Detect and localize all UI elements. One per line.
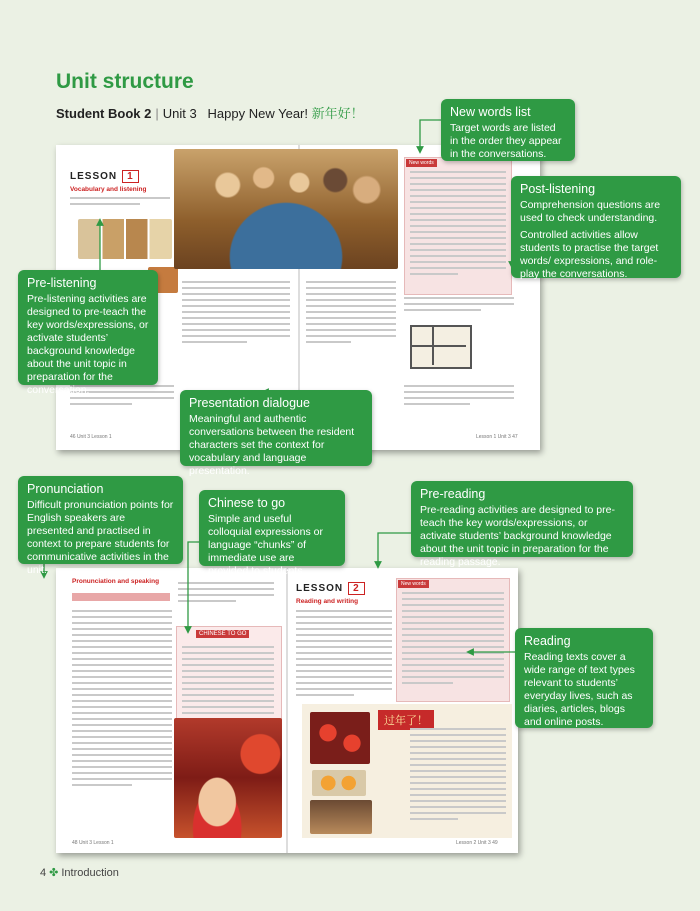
pre-reading-exercise xyxy=(296,610,392,700)
page-number-left: 46 Unit 3 Lesson 1 xyxy=(70,434,112,440)
callout-body: Pre-listening activities are designed to pre-teach the key words/expressions, or activate students’ background knowledge about the unit topic in preparation for the conversation. xyxy=(27,293,149,396)
callout-title: Pronunciation xyxy=(27,482,104,496)
callout-title: Chinese to go xyxy=(208,496,286,510)
lanterns-photo xyxy=(310,712,370,764)
family-dinner-photo xyxy=(310,800,372,834)
family-new-year-photo xyxy=(174,149,398,269)
callout-body: Difficult pronunciation points for English speakers are presented and practised in context to prepare students for communicative activities in the unit. xyxy=(27,499,174,576)
new-words-heading: New words xyxy=(406,159,437,167)
callout-title: Pre-listening xyxy=(27,276,97,290)
callout-post-listening xyxy=(511,176,681,278)
callout-body: Reading texts cover a wide range of text types relevant to students’ everyday lives, such as diaries, articles, blogs and online posts. xyxy=(524,651,635,728)
page-subtitle: Student Book 2 | Unit 3 Happy New Year! 新年好！ xyxy=(56,106,364,121)
callout-body-2: Controlled activities allow students to practise the target words/ expressions, and role-play the conversations. xyxy=(520,229,659,280)
pronunciation-exercises xyxy=(72,610,172,790)
callout-pre-listening xyxy=(18,270,158,396)
page-number-left-2: 48 Unit 3 Lesson 1 xyxy=(72,840,114,846)
callout-body: Simple and useful colloquial expressions or language “chunks” of immediate use are provided to students. xyxy=(208,513,323,577)
unit-name-chinese: 新年好！ xyxy=(311,106,364,121)
clover-icon: ✤ xyxy=(49,867,59,879)
callout-body: Target words are listed in the order they appear in the conversations. xyxy=(450,122,562,160)
new-words-heading-2: New words xyxy=(398,580,429,588)
footer-page-number: 4 xyxy=(40,867,47,879)
callout-new-words-list xyxy=(441,99,575,161)
callout-title: Post-listening xyxy=(520,182,596,196)
dialogue-text xyxy=(182,281,290,347)
festival-child-photo xyxy=(174,718,282,838)
callout-title: New words list xyxy=(450,105,531,119)
section-heading: Vocabulary and listening xyxy=(70,186,147,193)
lesson-number-2: 2 xyxy=(348,582,365,595)
exercise-text-right xyxy=(404,385,514,409)
callout-presentation-dialogue xyxy=(180,390,372,477)
book-name: Student Book 2 xyxy=(56,106,152,121)
callout-title: Reading xyxy=(524,634,571,648)
book-spread-lesson-2 xyxy=(56,568,518,853)
callout-chinese-to-go xyxy=(199,490,345,577)
callout-pronunciation xyxy=(18,476,183,576)
section-heading-pronunciation: Pronunciation and speaking xyxy=(72,578,160,585)
reading-passage xyxy=(302,704,512,838)
pronunciation-banner xyxy=(72,593,170,601)
exercise-instructions xyxy=(404,297,514,315)
callout-reading xyxy=(515,628,653,728)
new-words-list xyxy=(410,171,506,279)
chinese-to-go-heading: CHINESE TO GO xyxy=(196,630,249,638)
exercise-text xyxy=(70,197,170,209)
callout-body: Pre-reading activities are designed to pre-teach the key words/expressions, or activate students’ background knowledge about the unit topic in preparation for the reading passage. xyxy=(420,504,615,568)
callout-pre-reading xyxy=(411,481,633,568)
lesson-heading: LESSON 1 xyxy=(70,170,139,183)
page-number-right: Lesson 1 Unit 3 47 xyxy=(476,434,518,440)
page-number-right-2: Lesson 2 Unit 3 49 xyxy=(456,840,498,846)
footer-section-label: Introduction xyxy=(61,867,119,879)
reading-banner: 过年了！ xyxy=(378,710,434,730)
floor-plan xyxy=(410,325,472,369)
unit-number: Unit 3 xyxy=(162,106,197,121)
speaking-exercises xyxy=(178,582,274,606)
dialogue-text-right xyxy=(306,281,396,347)
callout-body: Comprehension questions are used to check understanding. xyxy=(520,199,661,224)
lesson-heading-2: LESSON 2 xyxy=(296,582,365,595)
page-footer xyxy=(40,866,119,879)
new-words-list-2 xyxy=(402,592,504,688)
callout-body: Meaningful and authentic conversations between the resident characters set the context for vocabulary and language presentation. xyxy=(189,413,355,477)
food-photos xyxy=(78,219,172,259)
callout-title: Pre-reading xyxy=(420,487,486,501)
reading-text xyxy=(410,728,506,824)
lesson-number: 1 xyxy=(122,170,139,183)
unit-name: Happy New Year! xyxy=(207,106,308,121)
callout-title: Presentation dialogue xyxy=(189,396,310,410)
oranges-photo xyxy=(312,770,366,796)
section-heading-reading: Reading and writing xyxy=(296,598,359,605)
page-title: Unit structure xyxy=(56,70,194,93)
